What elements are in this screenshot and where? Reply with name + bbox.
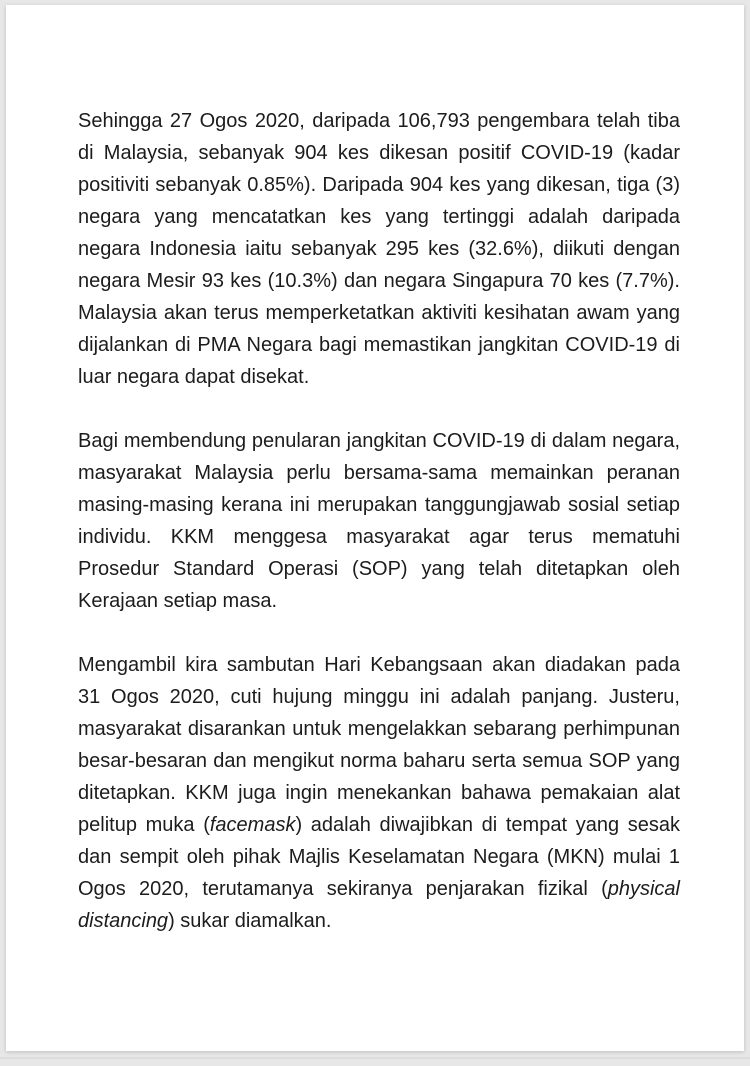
page-gap-divider [0,1057,750,1059]
italic-text-segment: facemask [209,814,296,836]
text-segment: Sehingga 27 Ogos 2020, daripada 106,793 pengembara telah tiba di Malaysia, sebanyak 904 kes dikesan positif COVID-19 (kadar positiviti sebanyak 0.85%). Daripada 904 kes yang dikesan, tiga (3) negara yang mencatatkan kes yang tertinggi adalah daripada negara Indonesia iaitu sebanyak 295 kes (32.6%), diikuti dengan negara Mesir 93 kes (10.3%) dan negara Singapura 70 kes (7.7%). Malaysia akan terus memperketatkan aktiviti kesihatan awam yang dijalankan di PMA Negara bagi memastikan jangkitan COVID-19 di luar negara dapat disekat. [78,110,680,388]
text-segment: Mengambil kira sambutan Hari Kebangsaan akan diadakan pada 31 Ogos 2020, cuti hujung minggu ini adalah panjang. Justeru, masyarakat disarankan untuk mengelakkan sebarang perhimpunan besar-besaran dan mengikut norma baharu serta semua SOP yang ditetapkan. KKM juga ingin menekankan bahawa pemakaian alat pelitup muka ( [78,654,680,836]
italic-text-segment: physical distancing [78,878,680,932]
document-content [6,5,744,937]
text-segment: ) adalah diwajibkan di tempat yang sesak dan sempit oleh pihak Majlis Keselamatan Negara (MKN) mulai 1 Ogos 2020, terutamanya sekiranya penjarakan fizikal ( [78,814,680,900]
paragraph [78,649,680,937]
document-page [6,5,744,1051]
paragraph [78,425,680,617]
paragraph [78,105,680,393]
text-segment: ) sukar diamalkan. [168,910,332,932]
text-segment: Bagi membendung penularan jangkitan COVID-19 di dalam negara, masyarakat Malaysia perlu bersama-sama memainkan peranan masing-masing kerana ini merupakan tanggungjawab sosial setiap individu. KKM menggesa masyarakat agar terus mematuhi Prosedur Standard Operasi (SOP) yang telah ditetapkan oleh Kerajaan setiap masa. [78,430,680,612]
